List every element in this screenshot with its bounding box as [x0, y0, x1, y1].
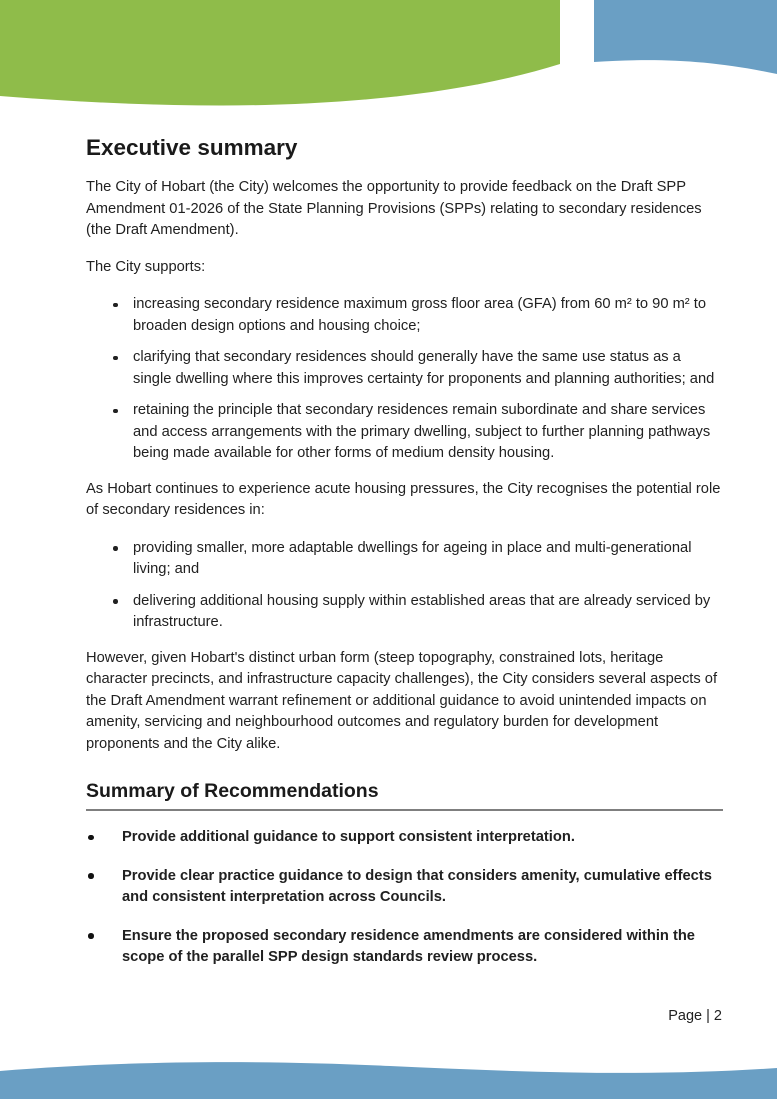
section-heading-recommendations: Summary of Recommendations [86, 779, 723, 811]
list-item: retaining the principle that secondary residences remain subordinate and share services and access arrangements with the primary dwelling, subject to further planning pathways being made available for other forms of medium density housing. [133, 400, 723, 465]
housing-pressures-paragraph: As Hobart continues to experience acute housing pressures, the City recognises the potential role of secondary residences in: [86, 480, 721, 518]
list-item: increasing secondary residence maximum gross floor area (GFA) from 60 m² to 90 m² to broaden design options and housing choice; [133, 294, 723, 337]
recommendation-item: Provide clear practice guidance to design that considers amenity, cumulative effects and consistent interpretation across Councils. [122, 866, 723, 909]
recommendation-item: Ensure the proposed secondary residence amendments are considered within the scope of the parallel SPP design standards review process. [122, 926, 723, 969]
role-bullet-list [86, 538, 723, 634]
recommendations-list [86, 827, 723, 969]
list-item: clarifying that secondary residences should generally have the same use status as a single dwelling where this improves certainty for proponents and planning authorities; and [133, 347, 723, 390]
footer-blue-wave-shape [0, 1062, 777, 1099]
list-item: delivering additional housing supply within established areas that are already serviced by infrastructure. [133, 591, 723, 634]
supports-lead-paragraph: The City supports: [86, 258, 206, 275]
document-body [86, 0, 723, 986]
however-paragraph: However, given Hobart's distinct urban form (steep topography, constrained lots, heritage character precincts, and infrastructure capacity challenges), the City considers several aspects of the Draft Amendment warrant refinement or additional guidance to avoid unintended impacts on amenity, servicing and neighbourhood outcomes and regulatory burden for development proponents and the City alike. [86, 649, 718, 752]
recommendation-item: Provide additional guidance to support consistent interpretation. [122, 827, 723, 849]
intro-paragraph: The City of Hobart (the City) welcomes the opportunity to provide feedback on the Draft SPP Amendment 01-2026 of the State Planning Provisions (SPPs) relating to secondary residences (the Draft Amendment). [86, 179, 702, 238]
supports-bullet-list [86, 294, 723, 465]
page-number: Page | 2 [668, 1008, 722, 1024]
list-item: providing smaller, more adaptable dwellings for ageing in place and multi-generational living; and [133, 538, 723, 581]
page-title: Executive summary [86, 135, 298, 160]
page-footer-graphic [0, 1057, 777, 1099]
